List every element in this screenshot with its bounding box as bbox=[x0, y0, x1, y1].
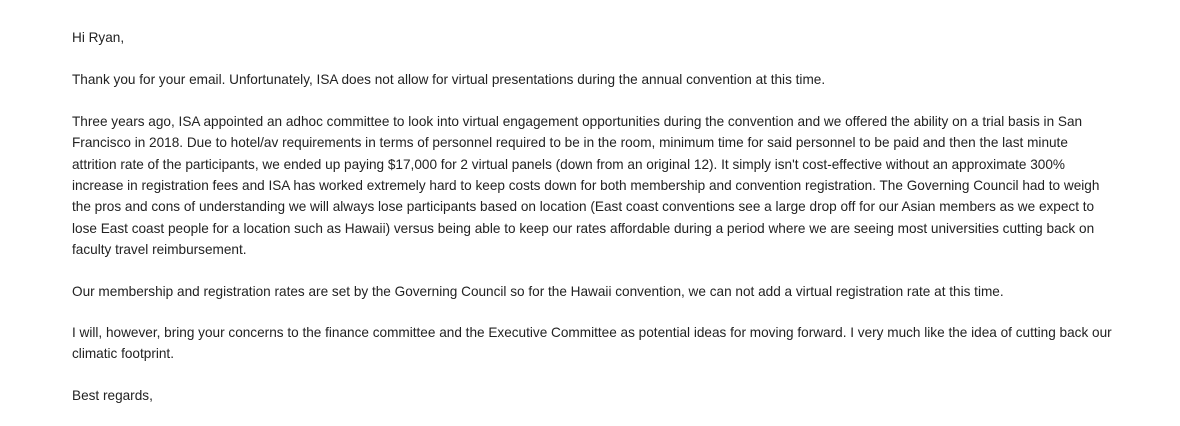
email-paragraph-1: Thank you for your email. Unfortunately, ISA does not allow for virtual presentations during the annual convention at this time. bbox=[72, 72, 826, 88]
email-paragraph-2-line: the pros and cons of understanding we will always lose participants based on location (East coast conventions see a large drop off for our Asian members as we expect to bbox=[72, 199, 1095, 215]
email-paragraph-2-line: increase in registration fees and ISA has worked extremely hard to keep costs down for both membership and convention registration. The Governing Council had to weigh bbox=[72, 178, 1100, 194]
email-paragraph-4-line: climatic footprint. bbox=[72, 346, 174, 362]
email-paragraph-2-line: Three years ago, ISA appointed an adhoc committee to look into virtual engagement opportunities during the convention and we offered the ability on a trial basis in San bbox=[72, 113, 1083, 129]
email-paragraph-4-line: I will, however, bring your concerns to the finance committee and the Executive Committee as potential ideas for moving forward. I very much like the idea of cutting back our bbox=[72, 325, 1112, 341]
email-sign-off: Best regards, bbox=[72, 387, 153, 403]
email-greeting: Hi Ryan, bbox=[72, 30, 125, 45]
email-paragraph-2-line: attrition rate of the participants, we ended up paying $17,000 for 2 virtual panels (down from an original 12). It simply isn't cost-effective without an approximate 300% bbox=[72, 156, 1065, 172]
email-paragraph-2-line: faculty travel reimbursement. bbox=[72, 242, 247, 258]
email-paragraph-4 bbox=[72, 322, 1172, 365]
email-paragraph-2-line: Francisco in 2018. Due to hotel/av requirements in terms of personnel required to be in the room, minimum time for said personnel to be paid and then the last minute bbox=[72, 135, 1068, 151]
email-paragraph-2 bbox=[72, 111, 1172, 261]
email-paragraph-3: Our membership and registration rates are set by the Governing Council so for the Hawaii convention, we can not add a virtual registration rate at this time. bbox=[72, 283, 1004, 299]
email-paragraph-2-line: lose East coast people for a location such as Hawaii) versus being able to keep our rates affordable during a period where we are seeing most universities cutting back on bbox=[72, 220, 1095, 236]
email-body bbox=[72, 27, 1172, 426]
